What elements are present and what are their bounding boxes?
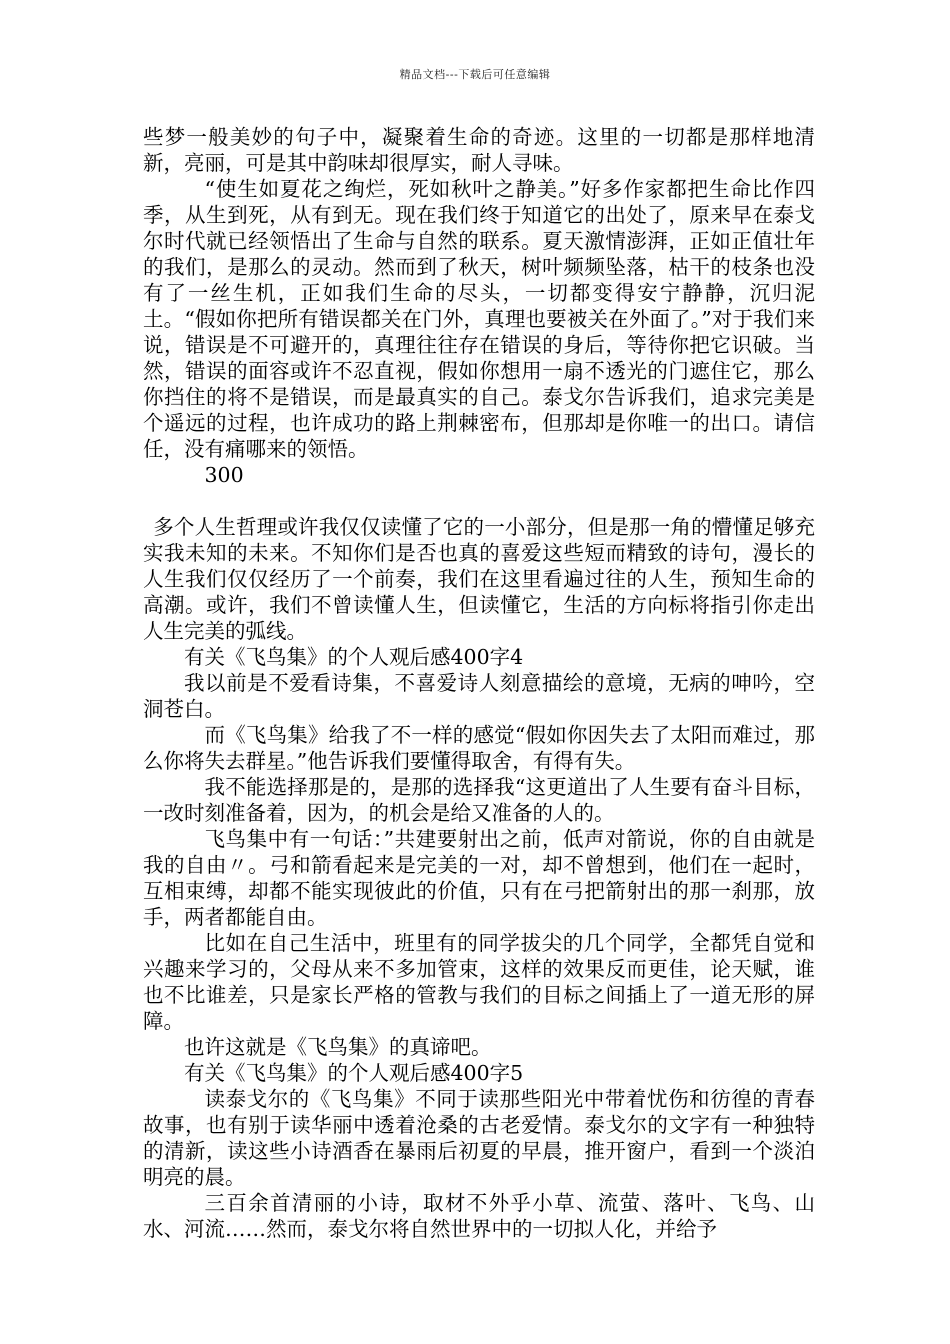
paragraph-reading-tagore: 读泰戈尔的《飞鸟集》不同于读那些阳光中带着忧伤和彷徨的青春故事，也有别于读华丽中透着沧桑的古老爱情。泰戈尔的文字有一种独特的清新，读这些小诗酒香在暴雨后初夏的早晨，推开窗户，看到一个淡泊明亮的晨。 <box>143 1087 815 1189</box>
word-count-number: 300 <box>204 463 244 487</box>
paragraph-three-hundred-poems: 三百余首清丽的小诗，取材不外乎小草、流萤、落叶、飞鸟、山水、河流……然而，泰戈尔将自然世界中的一切拟人化，并给予 <box>143 1191 815 1241</box>
paragraph-bow-arrow: 飞鸟集中有一句话：”共建要射出之前，低声对箭说，你的自由就是我的自由〃。弓和箭看起来是完美的一对，却不曾想到，他们在一起时，互相束缚，却都不能实现彼此的价值，只有在弓把箭射出的那一刹那，放手，两者都能自由。 <box>143 827 815 929</box>
paragraph-continuation: 些梦一般美妙的句子中，凝聚着生命的奇迹。这里的一切都是那样地清新，亮丽，可是其中韵味却很厚实，耐人寻味。 <box>143 125 815 175</box>
paragraph-poetry-before: 我以前是不爱看诗集，不喜爱诗人刻意描绘的意境，无病的呻吟，空洞苍白。 <box>143 671 815 721</box>
section-heading-5: 有关《飞鸟集》的个人观后感400字5 <box>184 1061 524 1085</box>
paragraph-different-feeling: 而《飞鸟集》给我了不一样的感觉“假如你因失去了太阳而难过，那么你将失去群星。”他告诉我们要懂得取舍，有得有失。 <box>143 723 815 773</box>
section-heading-4: 有关《飞鸟集》的个人观后感400字4 <box>184 645 524 669</box>
paragraph-life-seasons: “使生如夏花之绚烂，死如秋叶之静美。”好多作家都把生命比作四季，从生到死，从有到无。现在我们终于知道它的出处了，原来早在泰戈尔时代就已经领悟出了生命与自然的联系。夏天激情澎湃，正如正值壮年的我们，是那么的灵动。然而到了秋天，树叶频频坠落，枯干的枝条也没有了一丝生机，正如我们生命的尽头，一切都变得安宁静静，沉归泥土。“假如你把所有错误都关在门外，真理也要被关在外面了。”对于我们来说，错误是不可避开的，真理往往存在错误的身后，等待你把它识破。当然，错误的面容或许不忍直视，假如你想用一扇不透光的门遮住它，那么你挡住的将不是错误，而是最真实的自己。泰戈尔告诉我们，追求完美是个遥远的过程，也许成功的路上荆棘密布，但那却是你唯一的出口。请信任，没有痛哪来的领悟。 <box>143 177 815 461</box>
paragraph-choice: 我不能选择那是的，是那的选择我“这更道出了人生要有奋斗目标，一改时刻准备着，因为，的机会是给又准备的人的。 <box>143 775 815 825</box>
paragraph-classmates: 比如在自己生活中，班里有的同学拔尖的几个同学，全都凭自觉和兴趣来学习的，父母从来不多加管束，这样的效果反而更佳，论天赋，谁也不比谁差，只是家长严格的管教与我们的目标之间插上了一道无形的屏障。 <box>143 931 815 1033</box>
paragraph-philosophy: 多个人生哲理或许我仅仅读懂了它的一小部分，但是那一角的懵懂足够充实我未知的未来。不知你们是否也真的喜爱这些短而精致的诗句，漫长的人生我们仅仅经历了一个前奏，我们在这里看遍过往的人生，预知生命的高潮。或许，我们不曾读懂人生，但读懂它，生活的方向标将指引你走出人生完美的弧线。 <box>143 515 815 643</box>
paragraph-essence: 也许这就是《飞鸟集》的真谛吧。 <box>184 1035 492 1059</box>
page-header: 精品文档---下载后可任意编辑 <box>399 68 551 81</box>
document-body <box>143 124 815 1242</box>
